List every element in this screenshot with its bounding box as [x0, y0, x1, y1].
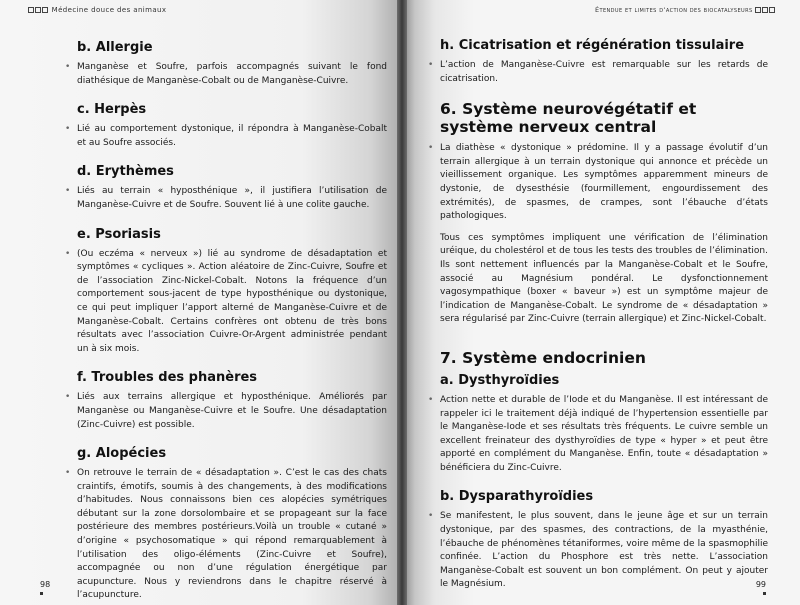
paragraph: Tous ces symptômes impliquent une vérification de l’élimination uréique, du cholestérol et de tous les tests des troubles de l’élimination. Ils sont nettement influencés par la Manganèse-Cobalt et le Soufre, associé au Magnésium pondéral. Le dysfonctionnement vagosympathique (boxer « baveur ») est un symptôme majeur de l’indication de Manganèse-Cobalt. Le syndrome de « désadaptation » sera régularisé par Zinc-Cuivre (terrain allergique) et Zinc-Nickel-Cobalt.: [440, 232, 768, 325]
paragraph: • L’action de Manganèse-Cuivre est remarquable sur les retards de cicatrisation.: [428, 60, 768, 84]
folio-square-icon: [763, 592, 766, 595]
section-heading: h. Cicatrisation et régénération tissulaire: [440, 38, 745, 53]
bullet-icon: •: [428, 60, 434, 70]
bullet-icon: •: [65, 248, 71, 259]
paragraph: • On retrouve le terrain de « désadaptation ». C’est le cas des chats craintifs, émotifs, soumis à des changements, à des modifications d’habitudes. Nous connaissons bien ces alopécies symétriques débutant sur la zone dorsolombaire et se propageant sur la face postérieure des membres postérieurs.Voilà un trouble « cutané » d’origine « psychosomatique » qui répond remarquablement à l’utilisation des oligo-éléments (Zinc-Cuivre et Soufre), accompagnée ou non d’une régulation énergétique par acupuncture. Nous y reviendrons dans le chapitre réservé à l’acupuncture.: [65, 468, 387, 601]
bullet-icon: •: [65, 468, 71, 479]
right-running-head: [595, 6, 776, 14]
section-heading: b. Dysparathyroïdies: [440, 489, 594, 505]
running-head-text: Étendue et limites d’action des biocatalyseurs: [595, 6, 753, 14]
square-ornament-icon: [28, 7, 34, 13]
paragraph: • Lié au comportement dystonique, il répondra à Manganèse-Cobalt et au Soufre associés.: [65, 124, 387, 148]
section-heading: b. Allergie: [77, 40, 153, 55]
chapter-heading: 7. Système endocrinien: [440, 348, 646, 367]
paragraph: • La diathèse « dystonique » prédomine. Il y a passage évolutif d’un terrain allergique à un terrain dystonique qui annonce et précède un vieillissement organique. Les symptômes apparemment mineurs de dystonie, de dysesthésie (fourmillement, engourdissement des extrémités), de spasmes, de crampes, sont l’ébauche d’états pathologiques.: [428, 143, 768, 222]
bullet-icon: •: [65, 392, 71, 403]
bullet-icon: •: [65, 186, 71, 197]
left-running-head: [28, 6, 166, 14]
section-heading: e. Psoriasis: [77, 226, 161, 242]
square-ornament-icon: [35, 7, 41, 13]
right-page: [403, 0, 800, 605]
section-heading: c. Herpès: [77, 102, 147, 118]
paragraph: • (Ou eczéma « nerveux ») lié au syndrome de désadaptation et symptômes « cycliques ». Action aléatoire de Zinc-Cuivre, Soufre et de l’association Zinc-Nickel-Cobalt. Notons la fréquence d’un comportement sous-jacent de type hyposthénique ou dystonique, ce qui peut impliquer l’apport alterné de Manganèse-Cuivre et de Manganèse-Cobalt. Certains confrères ont obtenu de très bons résultats avec l’association Cuivre-Or-Argent administrée pendant un à six mois.: [65, 248, 387, 354]
right-page-number: 99: [756, 580, 766, 595]
section-heading: g. Alopécies: [77, 446, 167, 462]
book-gutter: [397, 0, 407, 605]
section-heading: d. Erythèmes: [77, 164, 174, 180]
square-ornament-icon: [755, 7, 761, 13]
paragraph: • Liés au terrain « hyposthénique », il justifiera l’utilisation de Manganèse-Cuivre et de Soufre. Souvent lié à une colite gauche.: [65, 186, 387, 210]
bullet-icon: •: [428, 511, 434, 522]
chapter-heading: 6. Système neurovégétatif et système nerveux central: [440, 100, 697, 137]
section-heading: a. Dysthyroïdies: [440, 372, 560, 388]
paragraph: • Liés aux terrains allergique et hyposthénique. Améliorés par Manganèse ou Manganèse-Cuivre et le Soufre. Une désadaptation (Zinc-Cuivre) est possible.: [65, 392, 387, 430]
paragraph: • Action nette et durable de l’Iode et du Manganèse. Il est intéressant de rappeler ici le traitement déjà indiqué de l’hypertension essentielle par le Manganèse-Iode et ses résultats très fréquents. Le cuivre semble un excellent freinateur des dysthyroïdies de type « hyper » et peut être apporté en complément du Manganèse. Enfin, toute « désadaptation » bénéficiera du Zinc-Cuivre.: [428, 394, 768, 473]
left-page-number: 98: [40, 580, 50, 595]
bullet-icon: •: [428, 143, 434, 154]
square-ornament-icon: [769, 7, 775, 13]
bullet-icon: •: [65, 62, 71, 72]
square-ornament-icon: [762, 7, 768, 13]
bullet-icon: •: [428, 394, 434, 405]
right-page-content: [426, 38, 768, 605]
square-ornament-icon: [42, 7, 48, 13]
paragraph: • Se manifestent, le plus souvent, dans le jeune âge et sur un terrain dystonique, par des spasmes, des contractions, de la myasthénie, l’ébauche de phénomènes tétaniformes, voire même de la spasmophilie confinée. L’action du Phosphore est très nette. L’association Manganèse-Cobalt est souvent un bon complément. On peut y ajouter le Magnésium.: [428, 511, 768, 590]
folio-square-icon: [40, 592, 43, 595]
section-heading: f. Troubles des phanères: [77, 370, 258, 386]
paragraph: • Manganèse et Soufre, parfois accompagnés suivant le fond diathésique de Manganèse-Cobalt ou de Manganèse-Cuivre.: [65, 62, 387, 86]
running-head-text: Médecine douce des animaux: [51, 6, 167, 14]
bullet-icon: •: [65, 124, 71, 135]
left-page-content: [63, 40, 387, 605]
